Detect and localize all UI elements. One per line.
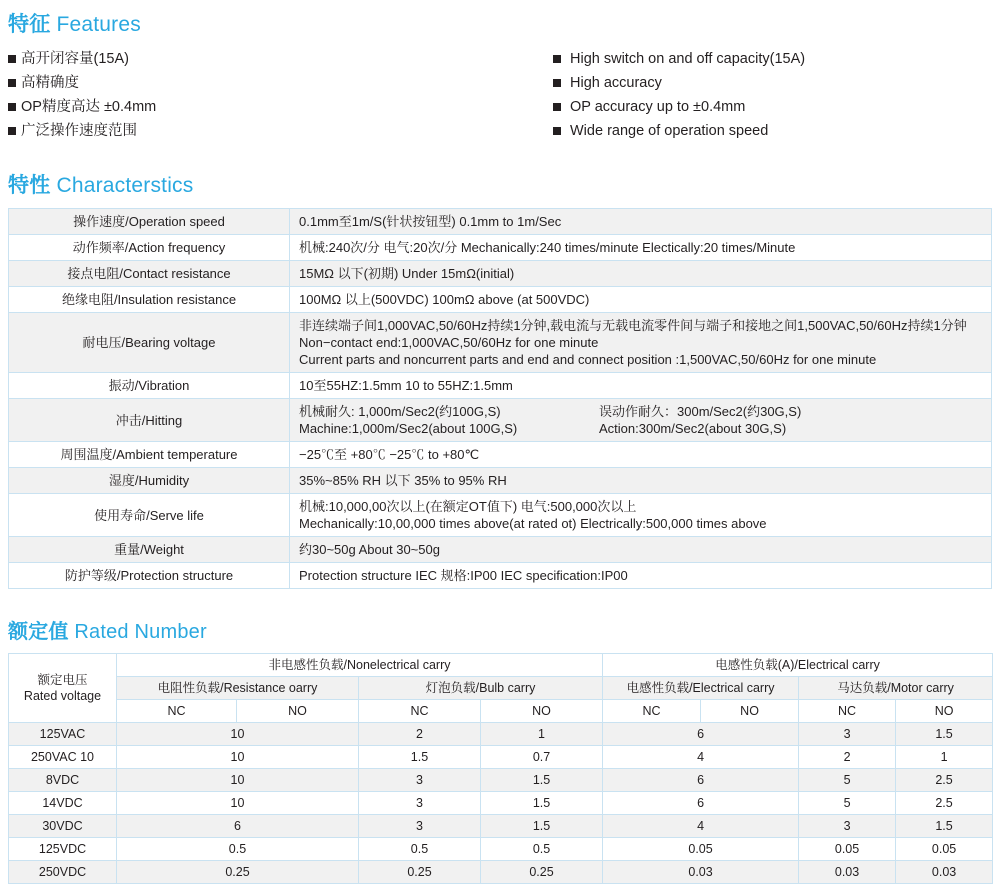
rated-voltage-header-cn: 额定电压 — [37, 673, 88, 687]
value-line: −25℃至 +80℃ −25℃ to +80℃ — [299, 447, 480, 462]
table-row — [9, 313, 992, 373]
cell-bulb-no: 0.7 — [481, 746, 603, 769]
table-row — [9, 815, 993, 838]
row-value — [290, 468, 992, 494]
cell-motor-no: 1.5 — [896, 815, 993, 838]
cell-electrical: 6 — [603, 792, 799, 815]
cell-electrical: 0.03 — [603, 861, 799, 884]
row-label: 重量/Weight — [9, 537, 290, 563]
cell-bulb-no: 0.25 — [481, 861, 603, 884]
cell-resistance: 0.5 — [117, 838, 359, 861]
rated-voltage-header — [9, 654, 117, 723]
feature-item — [8, 49, 500, 70]
row-value — [290, 537, 992, 563]
table-row — [9, 723, 993, 746]
row-value — [290, 442, 992, 468]
column-header-no: NO — [896, 700, 993, 723]
table-row — [9, 746, 993, 769]
row-label: 操作速度/Operation speed — [9, 209, 290, 235]
row-value — [290, 261, 992, 287]
row-label: 防护等级/Protection structure — [9, 563, 290, 589]
row-voltage: 8VDC — [9, 769, 117, 792]
column-header-nc: NC — [603, 700, 701, 723]
rated-heading-cn: 额定值 — [8, 621, 69, 643]
cell-bulb-nc: 0.5 — [359, 838, 481, 861]
features-list — [8, 49, 992, 145]
row-label: 动作频率/Action frequency — [9, 235, 290, 261]
cell-bulb-nc: 2 — [359, 723, 481, 746]
value-line: 非连续端子间1,000VAC,50/60Hz持续1分钟,载电流与无载电流零件间与端子和接地之间1,500VAC,50/60Hz持续1分钟 — [299, 318, 967, 333]
table-row — [9, 861, 993, 884]
sub-header-motor: 马达负载/Motor carry — [799, 677, 993, 700]
table-row — [9, 399, 992, 442]
cell-electrical: 4 — [603, 815, 799, 838]
value-line: 15MΩ 以下(初期) Under 15mΩ(initial) — [299, 266, 515, 281]
cell-electrical: 6 — [603, 769, 799, 792]
row-voltage: 30VDC — [9, 815, 117, 838]
cell-bulb-nc: 3 — [359, 792, 481, 815]
features-heading-cn: 特征 — [8, 13, 51, 36]
group-header-electrical: 电感性负载(A)/Electrical carry — [603, 654, 993, 677]
value-line: Machine:1,000m/Sec2(about 100G,S) — [299, 421, 518, 436]
value-line: Current parts and noncurrent parts and end and connect position :1,500VAC,50/60Hz for one minute — [299, 352, 877, 367]
feature-item — [8, 73, 500, 94]
cell-motor-no: 1 — [896, 746, 993, 769]
cell-bulb-no: 1 — [481, 723, 603, 746]
column-header-no: NO — [237, 700, 359, 723]
cell-motor-no: 0.03 — [896, 861, 993, 884]
row-value — [290, 313, 992, 373]
cell-bulb-no: 1.5 — [481, 769, 603, 792]
value-columns — [299, 420, 985, 437]
square-bullet-icon — [553, 103, 561, 111]
feature-label: 广泛操作速度范围 — [21, 123, 137, 139]
row-value — [290, 209, 992, 235]
cell-resistance: 0.25 — [117, 861, 359, 884]
group-header-nonelectrical: 非电感性负载/Nonelectrical carry — [117, 654, 603, 677]
row-label: 耐电压/Bearing voltage — [9, 313, 290, 373]
value-line: 机械:10,000,00次以上(在额定OT值下) 电气:500,000次以上 — [299, 499, 637, 514]
cell-bulb-nc: 3 — [359, 769, 481, 792]
value-line: 35%~85% RH 以下 35% to 95% RH — [299, 473, 507, 488]
feature-item — [553, 97, 992, 118]
row-label: 接点电阻/Contact resistance — [9, 261, 290, 287]
value-line: 机械:240次/分 电气:20次/分 Mechanically:240 times/minute Electically:20 times/Minute — [299, 240, 796, 255]
cell-bulb-no: 1.5 — [481, 815, 603, 838]
cell-bulb-no: 1.5 — [481, 792, 603, 815]
features-column-en — [500, 49, 992, 145]
cell-electrical: 4 — [603, 746, 799, 769]
value-line: 约30~50g About 30~50g — [299, 542, 440, 557]
sub-header-electrical: 电感性负载/Electrical carry — [603, 677, 799, 700]
table-row — [9, 373, 992, 399]
cell-motor-no: 2.5 — [896, 792, 993, 815]
feature-label: High switch on and off capacity(15A) — [570, 51, 806, 67]
row-label: 冲击/Hitting — [9, 399, 290, 442]
cell-motor-nc: 5 — [799, 769, 896, 792]
table-row — [9, 235, 992, 261]
row-value — [290, 235, 992, 261]
cell-resistance: 10 — [117, 746, 359, 769]
rated-voltage-header-en: Rated voltage — [23, 689, 102, 703]
row-label: 绝缘电阻/Insulation resistance — [9, 287, 290, 313]
cell-resistance: 10 — [117, 792, 359, 815]
cell-motor-nc: 3 — [799, 815, 896, 838]
sub-header-bulb: 灯泡负载/Bulb carry — [359, 677, 603, 700]
table-row — [9, 261, 992, 287]
value-line: Protection structure IEC 规格:IP00 IEC specification:IP00 — [299, 568, 628, 583]
cell-motor-no: 0.05 — [896, 838, 993, 861]
table-row — [9, 287, 992, 313]
table-row — [9, 792, 993, 815]
cell-motor-no: 1.5 — [896, 723, 993, 746]
cell-motor-nc: 2 — [799, 746, 896, 769]
square-bullet-icon — [8, 127, 16, 135]
table-row — [9, 769, 993, 792]
value-line: 100MΩ 以上(500VDC) 100mΩ above (at 500VDC) — [299, 292, 590, 307]
rated-heading-en: Rated Number — [74, 621, 207, 643]
cell-resistance: 10 — [117, 723, 359, 746]
feature-label: OP精度高达 ±0.4mm — [21, 99, 157, 115]
table-row — [9, 537, 992, 563]
row-label: 湿度/Humidity — [9, 468, 290, 494]
row-value — [290, 373, 992, 399]
feature-label: Wide range of operation speed — [570, 123, 769, 139]
sub-header-resistance: 电阻性负载/Resistance oarry — [117, 677, 359, 700]
column-header-no: NO — [481, 700, 603, 723]
table-row — [9, 468, 992, 494]
column-header-nc: NC — [359, 700, 481, 723]
characteristics-heading — [8, 145, 992, 199]
table-row — [9, 442, 992, 468]
features-column-cn — [8, 49, 500, 145]
characteristics-heading-en: Characterstics — [56, 174, 194, 197]
feature-label: High accuracy — [570, 75, 662, 91]
row-value — [290, 563, 992, 589]
cell-motor-nc: 5 — [799, 792, 896, 815]
table-row — [9, 563, 992, 589]
rated-heading — [8, 589, 992, 644]
feature-label: 高开闭容量(15A) — [21, 51, 129, 67]
features-heading-en: Features — [56, 13, 141, 36]
feature-item — [553, 121, 992, 142]
characteristics-heading-cn: 特性 — [8, 174, 51, 197]
row-label: 周围温度/Ambient temperature — [9, 442, 290, 468]
row-value — [290, 287, 992, 313]
table-header-row — [9, 700, 993, 723]
square-bullet-icon — [8, 79, 16, 87]
value-line: 机械耐久: 1,000m/Sec2(约100G,S) — [299, 404, 501, 419]
cell-bulb-nc: 1.5 — [359, 746, 481, 769]
row-voltage: 250VDC — [9, 861, 117, 884]
cell-motor-no: 2.5 — [896, 769, 993, 792]
cell-electrical: 0.05 — [603, 838, 799, 861]
characteristics-table — [8, 208, 992, 589]
rated-number-table — [8, 653, 993, 884]
cell-motor-nc: 0.03 — [799, 861, 896, 884]
table-header-row — [9, 677, 993, 700]
column-header-nc: NC — [799, 700, 896, 723]
value-line: 0.1mm至1m/S(针状按钮型) 0.1mm to 1m/Sec — [299, 214, 562, 229]
value-line: 误动作耐久：300m/Sec2(约30G,S) — [599, 404, 802, 419]
column-header-nc: NC — [117, 700, 237, 723]
square-bullet-icon — [8, 103, 16, 111]
row-label: 使用寿命/Serve life — [9, 494, 290, 537]
column-header-no: NO — [701, 700, 799, 723]
row-voltage: 250VAC 10 — [9, 746, 117, 769]
cell-motor-nc: 0.05 — [799, 838, 896, 861]
row-label: 振动/Vibration — [9, 373, 290, 399]
feature-item — [8, 97, 500, 118]
value-line: Mechanically:10,00,000 times above(at rated ot) Electrically:500,000 times above — [299, 516, 767, 531]
table-row — [9, 209, 992, 235]
square-bullet-icon — [553, 79, 561, 87]
cell-electrical: 6 — [603, 723, 799, 746]
row-value — [290, 399, 992, 442]
value-line: Action:300m/Sec2(about 30G,S) — [599, 421, 787, 436]
square-bullet-icon — [8, 55, 16, 63]
cell-motor-nc: 3 — [799, 723, 896, 746]
features-heading — [8, 0, 992, 38]
row-value — [290, 494, 992, 537]
feature-label: OP accuracy up to ±0.4mm — [570, 99, 746, 115]
value-columns — [299, 403, 985, 420]
value-line: Non−contact end:1,000VAC,50/60Hz for one minute — [299, 335, 599, 350]
cell-resistance: 6 — [117, 815, 359, 838]
feature-item — [553, 49, 992, 70]
row-voltage: 125VDC — [9, 838, 117, 861]
feature-label: 高精确度 — [21, 75, 79, 91]
cell-bulb-nc: 0.25 — [359, 861, 481, 884]
row-voltage: 125VAC — [9, 723, 117, 746]
table-header-row — [9, 654, 993, 677]
feature-item — [8, 121, 500, 142]
square-bullet-icon — [553, 127, 561, 135]
square-bullet-icon — [553, 55, 561, 63]
cell-resistance: 10 — [117, 769, 359, 792]
cell-bulb-nc: 3 — [359, 815, 481, 838]
feature-item — [553, 73, 992, 94]
cell-bulb-no: 0.5 — [481, 838, 603, 861]
row-voltage: 14VDC — [9, 792, 117, 815]
table-row — [9, 494, 992, 537]
value-line: 10至55HZ:1.5mm 10 to 55HZ:1.5mm — [299, 378, 513, 393]
